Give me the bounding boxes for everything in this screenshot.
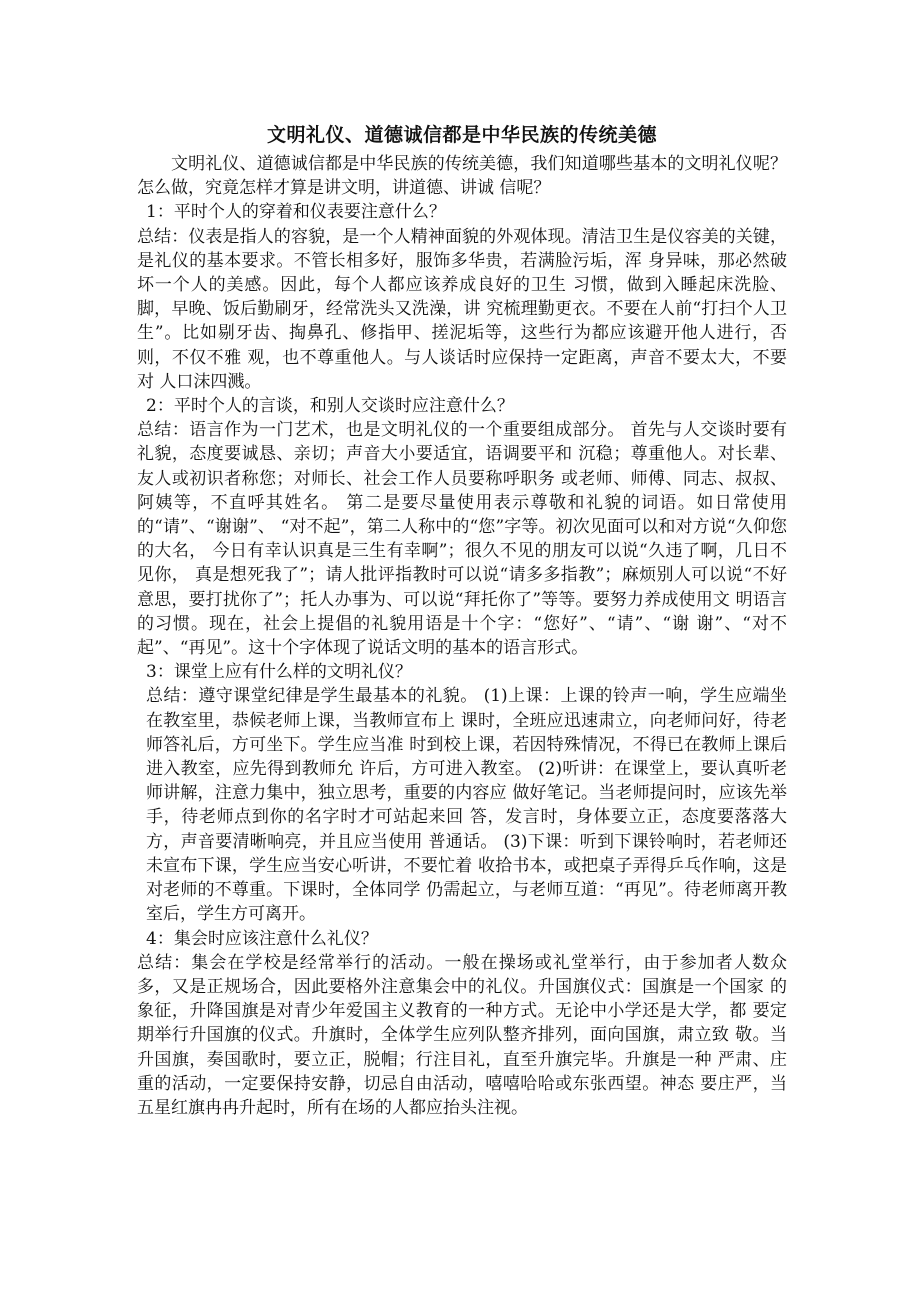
intro-paragraph: 文明礼仪、道德诚信都是中华民族的传统美德，我们知道哪些基本的文明礼仪呢？怎么做，究竟怎样才算是讲文明，讲道德、讲诚 信呢？ — [137, 154, 787, 199]
summary-1: 总结：仪表是指人的容貌，是一个人精神面貌的外观体现。清洁卫生是仪容美的关键，是礼仪的基本要求。不管长相多好，服饰多华贵，若满脸污垢，浑 身异味，那必然破坏一个人的美感。因此，每个人都应该养成良好的卫生 习惯，做到入睡起床洗脸、脚，早晚、饭后勤刷牙，经常洗头又洗澡，讲 究梳理勤更衣。不要在人前“打扫个人卫生”。比如剔牙齿、掏鼻孔、修指甲、搓泥垢等，这些行为都应该避开他人进行，否则，不仅不雅 观，也不尊重他人。与人谈话时应保持一定距离，声音不要太大，不要对 人口沫四溅。 — [137, 226, 787, 392]
question-3: 3：课堂上应有什么样的文明礼仪？ — [146, 662, 412, 683]
question-1: 1：平时个人的穿着和仪表要注意什么？ — [146, 202, 446, 223]
question-2: 2：平时个人的言谈，和别人交谈时应注意什么？ — [146, 396, 514, 417]
summary-4: 总结：集会在学校是经常举行的活动。一般在操场或礼堂举行，由于参加者人数众 多，又是正规场合，因此要格外注意集会中的礼仪。升国旗仪式：国旗是一个国家 的象征，升降国旗是对青少年爱国主义教育的一种方式。无论中小学还是大学，都 要定期举行升国旗的仪式。升旗时，全体学生应列队整齐排列，面向国旗，肃立致 敬。当升国旗，奏国歌时，要立正，脱帽；行注目礼，直至升旗完毕。升旗是一种 严肃、庄重的活动，一定要保持安静，切忌自由活动，嘻嘻哈哈或东张西望。神态 要庄严，当五星红旗冉冉升起时，所有在场的人都应抬头注视。 — [137, 952, 787, 1118]
document-page — [137, 118, 787, 1120]
question-4: 4：集会时应该注意什么礼仪？ — [146, 928, 378, 949]
document-title: 文明礼仪、道德诚信都是中华民族的传统美德 — [266, 124, 657, 146]
summary-3: 总结：遵守课堂纪律是学生最基本的礼貌。 (1)上课：上课的铃声一响，学生应端坐在教室里，恭候老师上课，当教师宣布上 课时，全班应迅速肃立，向老师问好，待老师答礼后，方可坐下。学生应当准 时到校上课，若因特殊情况，不得已在教师上课后进入教室，应先得到教师允 许后，方可进入教室。 (2)听讲：在课堂上，要认真听老师讲解，注意力集中，独立思考，重要的内容应 做好笔记。当老师提问时，应该先举手，待老师点到你的名字时才可站起来回 答，发言时，身体要立正，态度要落落大方，声音要清晰响亮，并且应当使用 普通话。 (3)下课：听到下课铃响时，若老师还未宣布下课，学生应当安心听讲，不要忙着 收拾书本，或把桌子弄得乒乓作响，这是对老师的不尊重。下课时，全体同学 仍需起立，与老师互道：“再见”。待老师离开教室后，学生方可离开。 — [146, 686, 787, 925]
summary-2: 总结：语言作为一门艺术，也是文明礼仪的一个重要组成部分。 首先与人交谈时要有礼貌，态度要诚恳、亲切；声音大小要适宜，语调要平和 沉稳；尊重他人。对长辈、友人或初识者称您；对师长、社会工作人员要称呼职务 或老师、师傅、同志、叔叔、阿姨等，不直呼其姓名。 第二是要尽量使用表示尊敬和礼貌的词语。如日常使用的“请”、“谢谢”、 “对不起”，第二人称中的“您”字等。初次见面可以和对方说“久仰您的大名， 今日有幸认识真是三生有幸啊”；很久不见的朋友可以说“久违了啊，几日不见你， 真是想死我了”；请人批评指教时可以说“请多多指教”；麻烦别人可以说“不好 意思，要打扰你了”；托人办事为、可以说“拜托你了”等等。要努力养成使用文 明语言的习惯。现在，社会上提倡的礼貌用语是十个字：“您好”、“请”、“谢 谢”、“对不起”、“再见”。这十个字体现了说话文明的基本的语言形式。 — [137, 420, 787, 659]
